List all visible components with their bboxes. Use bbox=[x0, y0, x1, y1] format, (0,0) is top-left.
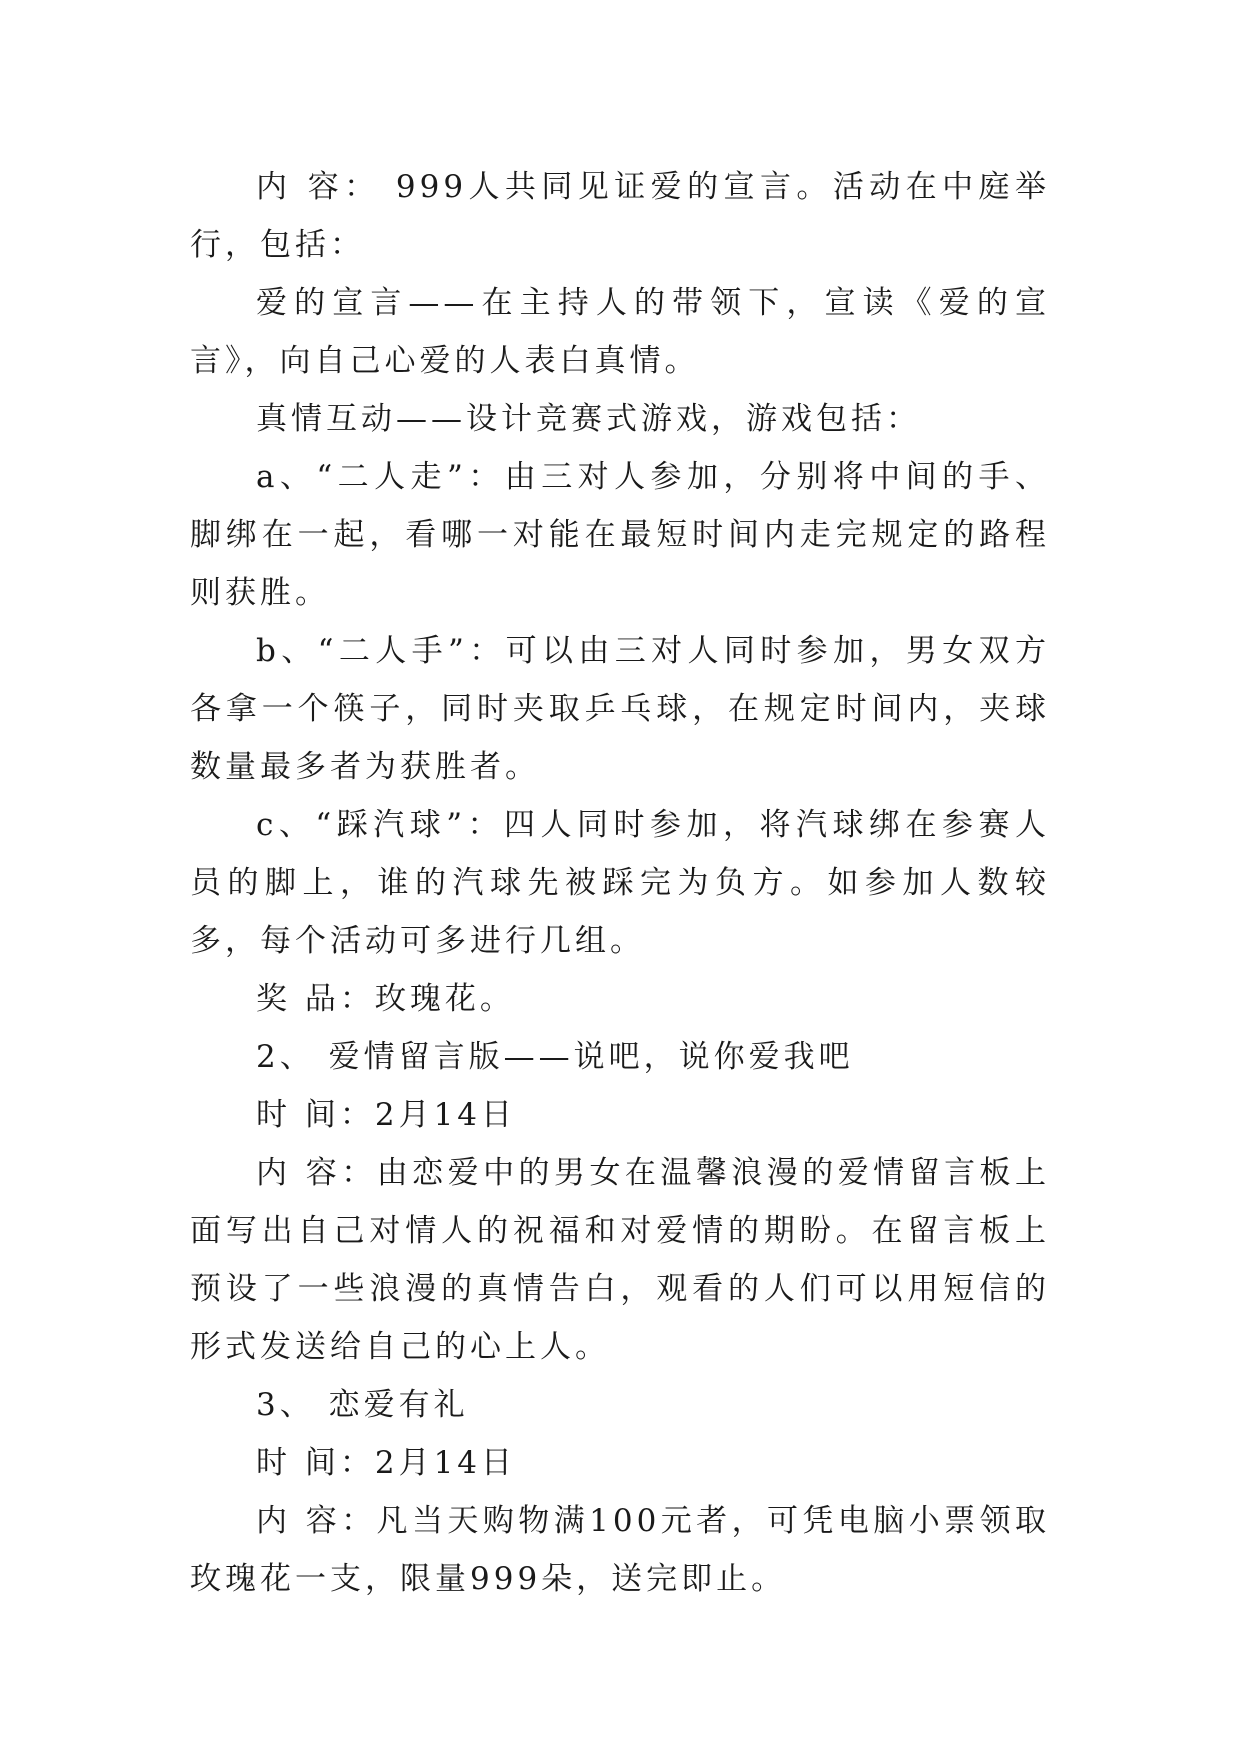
paragraph-prize: 奖 品：玫瑰花。 bbox=[256, 981, 515, 1017]
paragraph-game-b: b、“二人手”：可以由三对人同时参加，男女双方各拿一个筷子，同时夹取乒乓球，在规定时间内，夹球数量最多者为获胜者。 bbox=[190, 633, 1050, 785]
paragraph-time-2: 时 间：2月14日 bbox=[256, 1097, 517, 1133]
paragraph-time-3: 时 间：2月14日 bbox=[256, 1445, 517, 1481]
paragraph-love-declaration: 爱的宣言——在主持人的带领下，宣读《爱的宣言》，向自己心爱的人表白真情。 bbox=[190, 285, 1050, 379]
paragraph-game-c: c、“踩汽球”：四人同时参加，将汽球绑在参赛人员的脚上，谁的汽球先被踩完为负方。如参加人数较多，每个活动可多进行几组。 bbox=[190, 807, 1050, 959]
paragraph-interaction: 真情互动——设计竞赛式游戏，游戏包括： bbox=[256, 401, 921, 437]
section-heading-3: 3、 恋爱有礼 bbox=[256, 1387, 469, 1423]
paragraph-game-a: a、“二人走”：由三对人参加，分别将中间的手、脚绑在一起，看哪一对能在最短时间内走完规定的路程则获胜。 bbox=[190, 459, 1050, 611]
paragraph-activity-content: 内 容： 999人共同见证爱的宣言。活动在中庭举行，包括： bbox=[190, 169, 1050, 263]
paragraph-content-3: 内 容：凡当天购物满100元者，可凭电脑小票领取玫瑰花一支，限量999朵，送完即止。 bbox=[190, 1503, 1050, 1597]
section-heading-2: 2、 爱情留言版——说吧，说你爱我吧 bbox=[256, 1039, 854, 1075]
document-body bbox=[190, 158, 1050, 1608]
paragraph-content-2: 内 容：由恋爱中的男女在温馨浪漫的爱情留言板上面写出自己对情人的祝福和对爱情的期盼。在留言板上预设了一些浪漫的真情告白，观看的人们可以用短信的形式发送给自己的心上人。 bbox=[190, 1155, 1050, 1365]
